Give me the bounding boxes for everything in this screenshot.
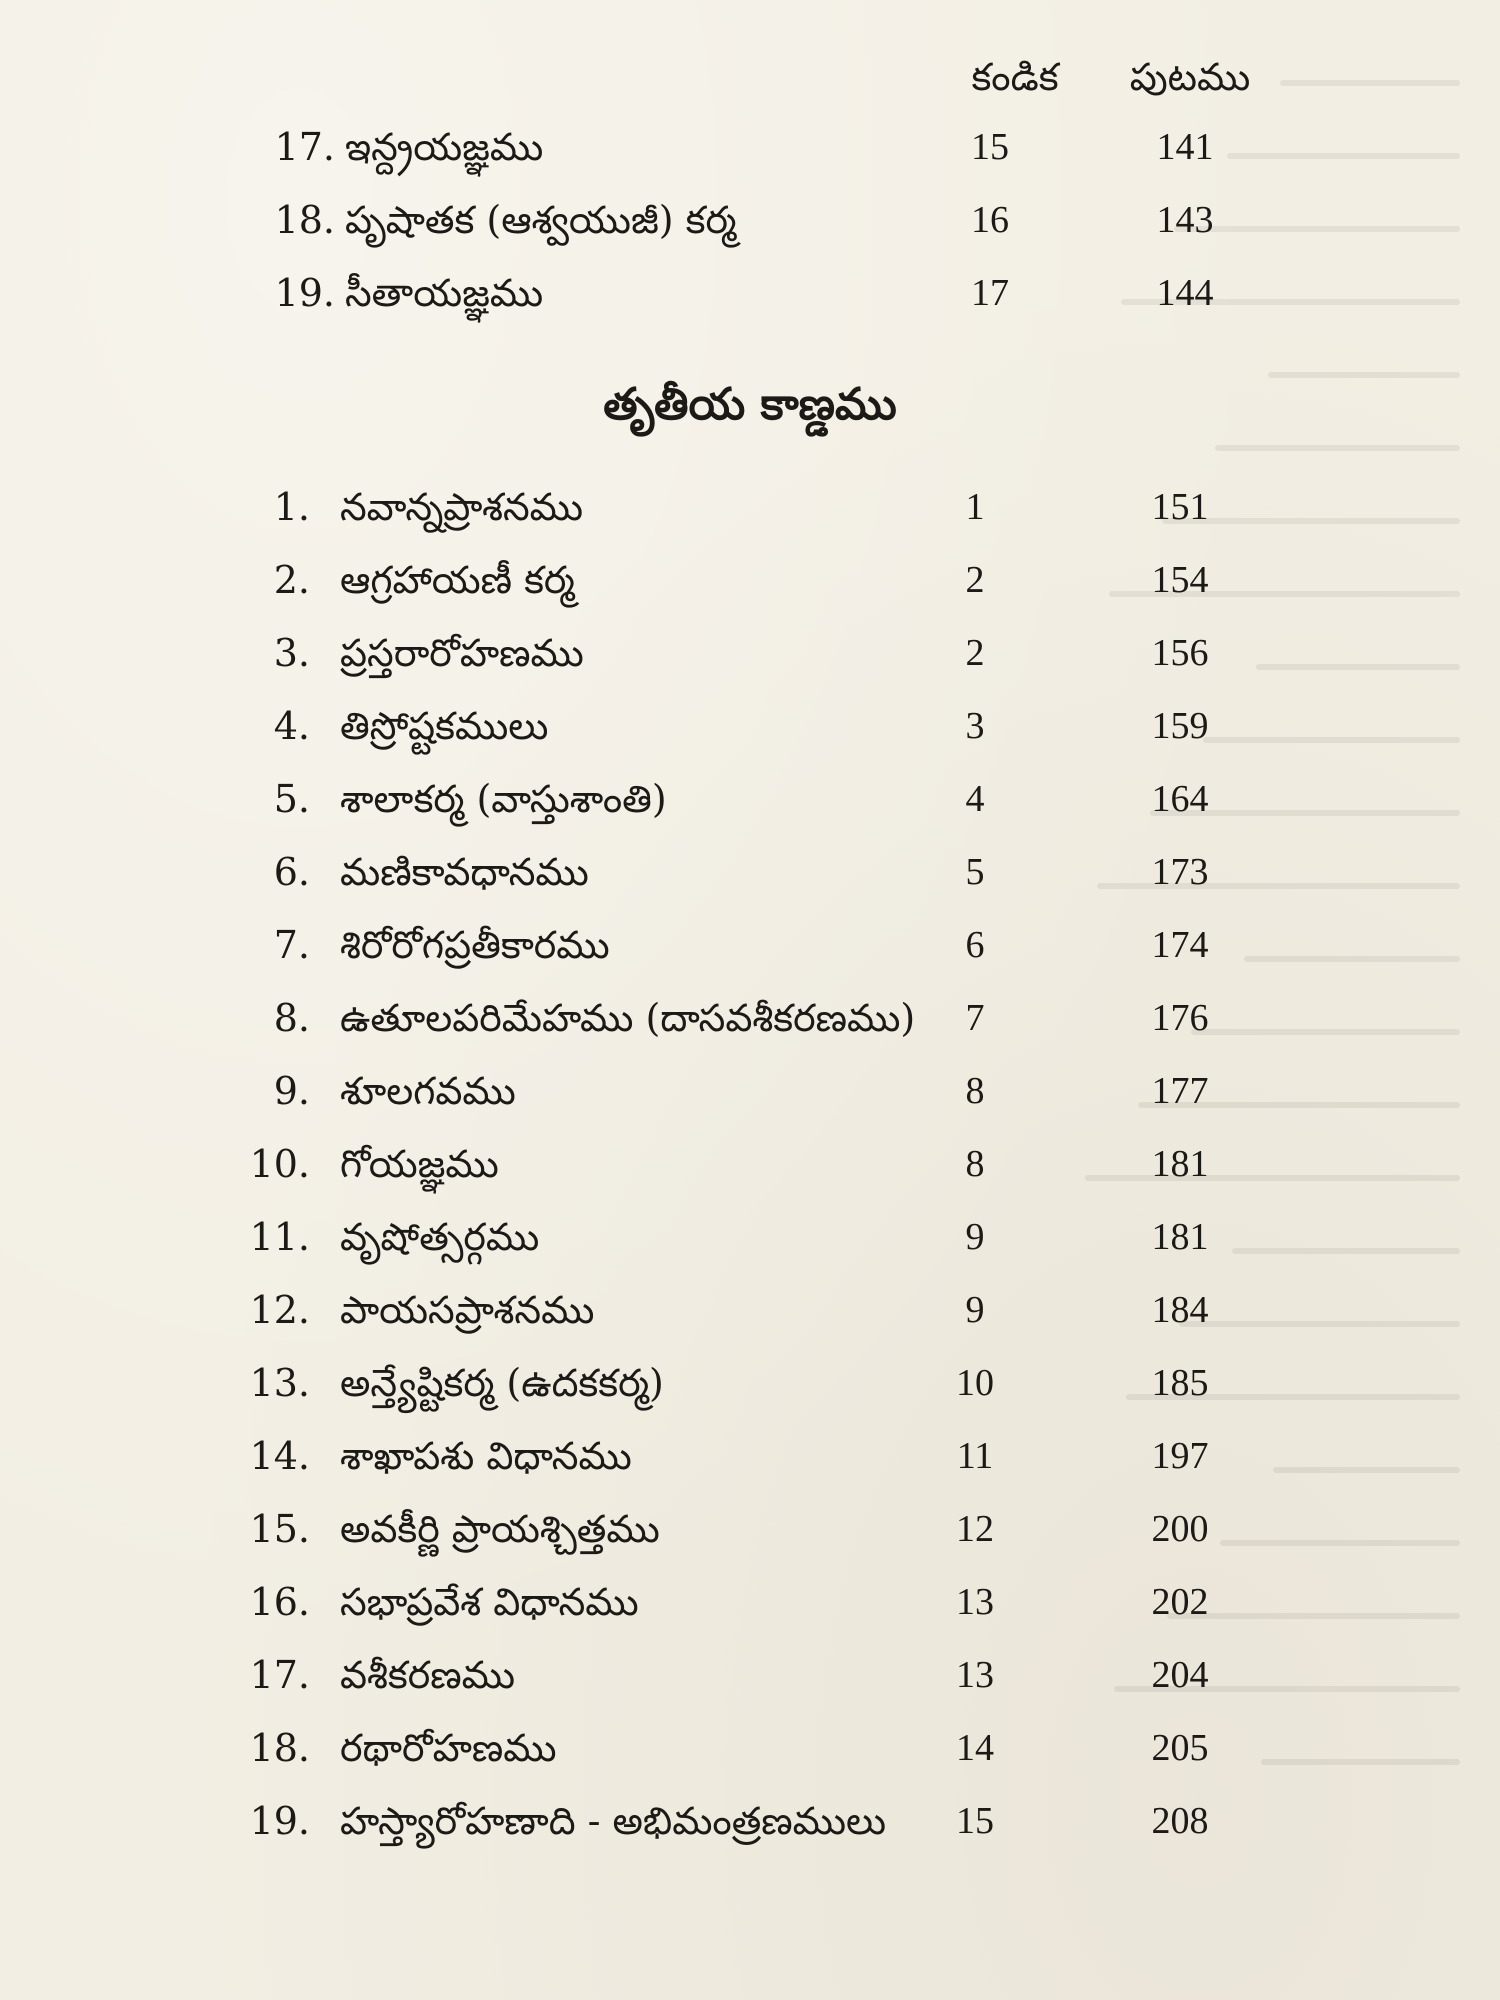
entry-title: సీతాయజ్ఞము	[345, 271, 544, 315]
entry-putamu: 177	[1151, 1070, 1209, 1112]
entry-putamu: 200	[1151, 1508, 1209, 1550]
entry-kandika: 3	[965, 705, 985, 747]
entry-kandika: 15	[956, 1800, 994, 1842]
entry-putamu: 181	[1151, 1143, 1209, 1185]
entry-kandika: 13	[956, 1581, 994, 1623]
toc-entry	[0, 694, 1500, 758]
entry-number: 18.	[249, 1726, 310, 1770]
toc-entry	[0, 1570, 1500, 1634]
entry-title: శాలాకర్మ (వాస్తుశాంతి)	[340, 777, 667, 821]
entry-putamu: 151	[1151, 486, 1209, 528]
entry-putamu: 208	[1151, 1800, 1209, 1842]
entry-putamu: 181	[1151, 1216, 1209, 1258]
entry-title: శూలగవము	[340, 1069, 516, 1113]
entry-putamu: 174	[1151, 924, 1209, 966]
entry-number: 16.	[249, 1580, 310, 1624]
entry-kandika: 11	[956, 1435, 994, 1477]
entry-putamu: 185	[1151, 1362, 1209, 1404]
entry-title: హస్త్యారోహణాది - అభిమంత్రణములు	[340, 1799, 887, 1843]
entry-kandika: 8	[965, 1143, 985, 1185]
entry-kandika: 1	[965, 486, 985, 528]
column-header-putamu: పుటము	[1129, 55, 1251, 99]
entry-title: శిరోరోగప్రతీకారము	[340, 923, 610, 967]
entry-number: 12.	[249, 1288, 310, 1332]
show-through-line	[1215, 445, 1460, 451]
entry-putamu: 144	[1156, 272, 1214, 314]
entry-number: 9.	[273, 1069, 310, 1113]
entry-kandika: 2	[965, 559, 985, 601]
toc-entry	[0, 621, 1500, 685]
entry-title: శాఖాపశు విధానము	[340, 1434, 632, 1478]
entry-number: 13.	[249, 1361, 310, 1405]
entry-title: వశీకరణము	[340, 1653, 516, 1697]
toc-entry	[0, 548, 1500, 612]
entry-title: ఉతూలపరిమేహము (దాసవశీకరణము)	[340, 996, 916, 1040]
entry-number: 1.	[273, 485, 310, 529]
entry-title: ఇన్ద్రయజ్ఞము	[345, 125, 544, 169]
entry-putamu: 176	[1151, 997, 1209, 1039]
entry-putamu: 156	[1151, 632, 1209, 674]
toc-entry	[0, 261, 1500, 325]
entry-kandika: 17	[971, 272, 1009, 314]
entry-title: గోయజ్ఞము	[340, 1142, 499, 1186]
entry-number: 7.	[273, 923, 310, 967]
toc-entry	[0, 986, 1500, 1050]
entry-putamu: 141	[1156, 126, 1214, 168]
show-through-line	[1280, 80, 1460, 86]
toc-entry	[0, 1205, 1500, 1269]
entry-number: 14.	[249, 1434, 310, 1478]
entry-number: 15.	[249, 1507, 310, 1551]
entry-title: పాయసప్రాశనము	[340, 1288, 595, 1332]
toc-entry	[0, 115, 1500, 179]
entry-number: 8.	[273, 996, 310, 1040]
entry-putamu: 159	[1151, 705, 1209, 747]
entry-number: 6.	[273, 850, 310, 894]
entry-kandika: 7	[965, 997, 985, 1039]
entry-number: 10.	[249, 1142, 310, 1186]
toc-entry	[0, 913, 1500, 977]
entry-putamu: 184	[1151, 1289, 1209, 1331]
column-header-kandika: కండిక	[971, 55, 1059, 99]
entry-title: అన్త్యేష్టికర్మ (ఉదకకర్మ)	[340, 1361, 664, 1405]
entry-number: 5.	[273, 777, 310, 821]
entry-number: 2.	[273, 558, 310, 602]
entry-number: 11.	[249, 1215, 310, 1259]
entry-title: ఆగ్రహాయణీ కర్మ	[340, 558, 575, 602]
toc-entry	[0, 188, 1500, 252]
entry-kandika: 9	[965, 1289, 985, 1331]
entry-title: ప్రస్తరారోహణము	[340, 631, 584, 675]
toc-entry	[0, 1716, 1500, 1780]
entry-title: మణికావధానము	[340, 850, 589, 894]
entry-title: పృషాతక (ఆశ్వయుజీ) కర్మ	[345, 198, 737, 242]
toc-entry	[0, 475, 1500, 539]
toc-entry	[0, 1351, 1500, 1415]
entry-kandika: 14	[956, 1727, 994, 1769]
entry-title: తిస్రోష్టకములు	[340, 704, 549, 748]
entry-kandika: 13	[956, 1654, 994, 1696]
entry-putamu: 197	[1151, 1435, 1209, 1477]
entry-number: 4.	[273, 704, 310, 748]
entry-putamu: 204	[1151, 1654, 1209, 1696]
toc-entry	[0, 767, 1500, 831]
toc-entry	[0, 1278, 1500, 1342]
entry-title: సభాప్రవేశ విధానము	[340, 1580, 639, 1624]
toc-entry	[0, 1497, 1500, 1561]
entry-title: రథారోహణము	[340, 1726, 557, 1770]
entry-kandika: 16	[971, 199, 1009, 241]
entry-kandika: 2	[965, 632, 985, 674]
entry-kandika: 6	[965, 924, 985, 966]
entry-title: వృషోత్సర్గము	[340, 1215, 540, 1259]
entry-kandika: 10	[956, 1362, 994, 1404]
entry-putamu: 164	[1151, 778, 1209, 820]
entry-putamu: 173	[1151, 851, 1209, 893]
entry-putamu: 154	[1151, 559, 1209, 601]
entry-putamu: 143	[1156, 199, 1214, 241]
entry-title: నవాన్నప్రాశనము	[340, 485, 584, 529]
entry-number: 17.	[274, 125, 335, 169]
entry-title: అవకీర్ణి ప్రాయశ్చిత్తము	[340, 1507, 660, 1551]
toc-entry	[0, 1789, 1500, 1853]
toc-entry	[0, 840, 1500, 904]
entry-putamu: 202	[1151, 1581, 1209, 1623]
entry-number: 18.	[274, 198, 335, 242]
entry-kandika: 15	[971, 126, 1009, 168]
entry-kandika: 9	[965, 1216, 985, 1258]
entry-number: 3.	[273, 631, 310, 675]
toc-entry	[0, 1424, 1500, 1488]
section-heading: తృతీయ కాణ్డము	[603, 379, 897, 430]
toc-entry	[0, 1059, 1500, 1123]
entry-number: 17.	[249, 1653, 310, 1697]
entry-kandika: 5	[965, 851, 985, 893]
entry-kandika: 12	[956, 1508, 994, 1550]
entry-putamu: 205	[1151, 1727, 1209, 1769]
entry-kandika: 8	[965, 1070, 985, 1112]
toc-entry	[0, 1132, 1500, 1196]
toc-entry	[0, 1643, 1500, 1707]
entry-number: 19.	[274, 271, 335, 315]
entry-number: 19.	[249, 1799, 310, 1843]
entry-kandika: 4	[965, 778, 985, 820]
